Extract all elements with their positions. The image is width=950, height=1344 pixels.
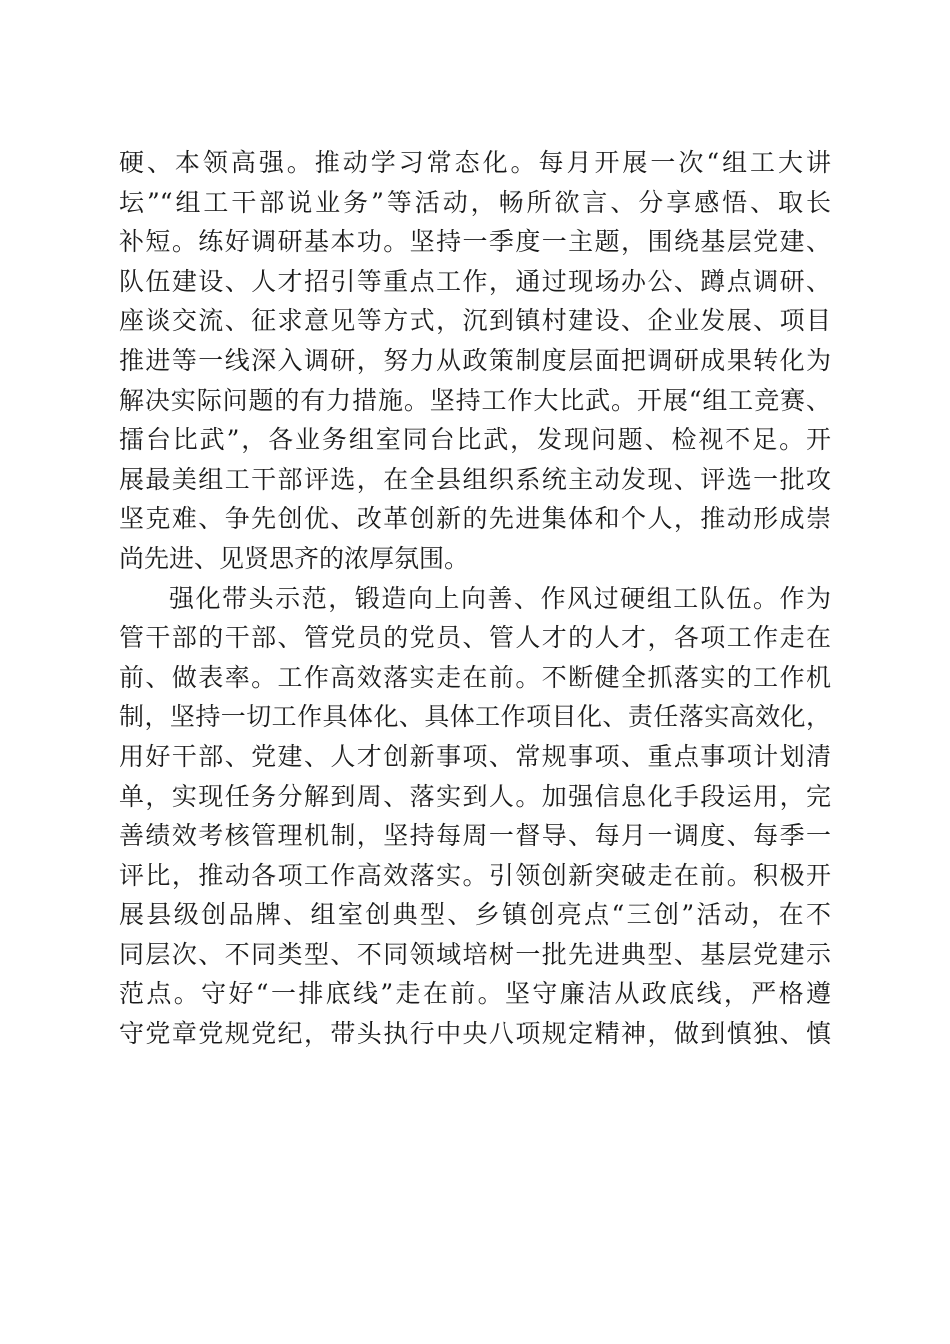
text-line: 管干部的干部、管党员的党员、管人才的人才，各项工作走在 bbox=[119, 623, 831, 653]
text-line: 展县级创品牌、组室创典型、乡镇创亮点“三创”活动，在不 bbox=[119, 900, 831, 930]
paragraph-2 bbox=[119, 579, 831, 1054]
paragraph-1 bbox=[119, 143, 831, 579]
text-line: 坚克难、争先创优、改革创新的先进集体和个人，推动形成崇 bbox=[119, 504, 831, 534]
text-line: 解决实际问题的有力措施。坚持工作大比武。开展“组工竞赛、 bbox=[119, 385, 831, 415]
text-line: 坛”“组工干部说业务”等活动，畅所欲言、分享感悟、取长 bbox=[119, 187, 831, 217]
text-line: 制，坚持一切工作具体化、具体工作项目化、责任落实高效化， bbox=[119, 702, 831, 732]
text-line: 守党章党规党纪，带头执行中央八项规定精神，做到慎独、慎 bbox=[119, 1019, 831, 1049]
text-line: 尚先进、见贤思齐的浓厚氛围。 bbox=[119, 543, 470, 573]
text-line: 展最美组工干部评选，在全县组织系统主动发现、评选一批攻 bbox=[119, 464, 831, 494]
text-line: 擂台比武”，各业务组室同台比武，发现问题、检视不足。开 bbox=[119, 425, 831, 455]
text-line: 善绩效考核管理机制，坚持每周一督导、每月一调度、每季一 bbox=[119, 821, 831, 851]
text-line: 用好干部、党建、人才创新事项、常规事项、重点事项计划清 bbox=[119, 741, 831, 771]
text-line: 队伍建设、人才招引等重点工作，通过现场办公、蹲点调研、 bbox=[119, 266, 831, 296]
text-line: 单，实现任务分解到周、落实到人。加强信息化手段运用，完 bbox=[119, 781, 831, 811]
text-line: 前、做表率。工作高效落实走在前。不断健全抓落实的工作机 bbox=[119, 662, 831, 692]
text-line: 硬、本领高强。推动学习常态化。每月开展一次“组工大讲 bbox=[119, 148, 831, 177]
text-line: 座谈交流、征求意见等方式，沉到镇村建设、企业发展、项目 bbox=[119, 306, 831, 336]
text-line: 评比，推动各项工作高效落实。引领创新突破走在前。积极开 bbox=[119, 860, 831, 890]
text-line: 强化带头示范，锻造向上向善、作风过硬组工队伍。作为 bbox=[169, 583, 831, 613]
text-line: 推进等一线深入调研，努力从政策制度层面把调研成果转化为 bbox=[119, 345, 831, 375]
document-body bbox=[119, 143, 831, 1054]
text-line: 范点。守好“一排底线”走在前。坚守廉洁从政底线，严格遵 bbox=[119, 979, 831, 1009]
text-line: 补短。练好调研基本功。坚持一季度一主题，围绕基层党建、 bbox=[119, 227, 831, 257]
text-line: 同层次、不同类型、不同领域培树一批先进典型、基层党建示 bbox=[119, 939, 831, 969]
